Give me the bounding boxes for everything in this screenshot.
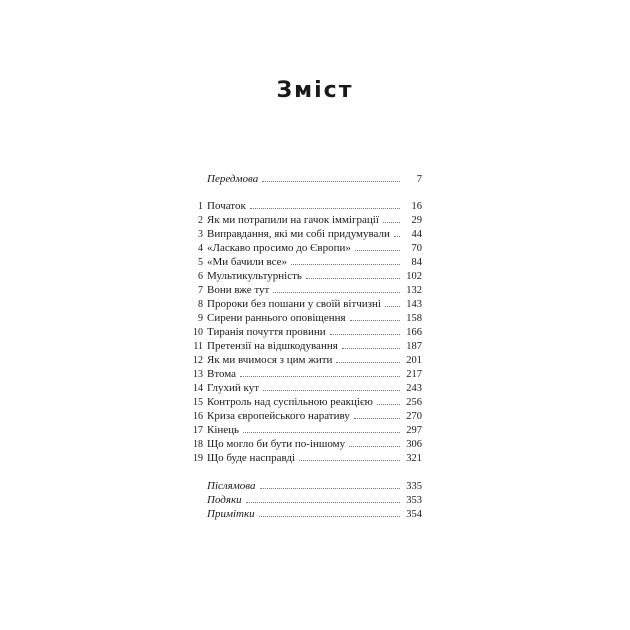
toc-afterword[interactable] xyxy=(170,479,422,493)
toc-chapter-2[interactable] xyxy=(170,213,422,227)
toc-leader xyxy=(394,227,400,237)
toc-label: Як ми потрапили на гачок імміграції xyxy=(207,214,379,226)
toc-chapter-18[interactable] xyxy=(170,437,422,451)
toc-page: 353 xyxy=(406,495,422,506)
toc-leader xyxy=(273,283,400,293)
toc-number: 12 xyxy=(193,355,203,366)
toc-label: Що буде насправді xyxy=(207,452,296,464)
toc-leader xyxy=(355,241,400,251)
toc-label: Сирени раннього оповіщення xyxy=(207,312,346,324)
toc-leader xyxy=(349,437,400,447)
toc-page: 16 xyxy=(411,201,422,212)
toc-chapter-3[interactable] xyxy=(170,227,422,241)
toc-chapter-19[interactable] xyxy=(170,451,422,465)
toc-leader xyxy=(291,255,400,265)
toc-number: 1 xyxy=(198,201,203,212)
toc-number: 10 xyxy=(193,327,203,338)
toc-number: 2 xyxy=(198,215,203,226)
toc-leader xyxy=(243,423,400,433)
toc-number: 18 xyxy=(193,439,203,450)
toc-leader xyxy=(354,409,400,419)
toc-page: 29 xyxy=(411,215,422,226)
toc-chapter-11[interactable] xyxy=(170,339,422,353)
toc-acknowledgements[interactable] xyxy=(170,493,422,507)
toc-label: «Ми бачили все» xyxy=(207,256,288,268)
toc-label: «Ласкаво просимо до Європи» xyxy=(207,242,351,254)
toc-number: 7 xyxy=(198,285,203,296)
toc-chapter-13[interactable] xyxy=(170,367,422,381)
toc-leader xyxy=(240,367,400,377)
toc-label: Післямова xyxy=(207,480,256,492)
toc-leader xyxy=(299,451,400,461)
toc-number: 14 xyxy=(193,383,203,394)
toc-number: 3 xyxy=(198,229,203,240)
toc-page: 158 xyxy=(406,313,422,324)
toc-chapter-14[interactable] xyxy=(170,381,422,395)
toc-page: 335 xyxy=(406,481,422,492)
toc-chapter-9[interactable] xyxy=(170,311,422,325)
toc-page: 84 xyxy=(411,257,422,268)
toc-label: Початок xyxy=(207,200,246,212)
toc-page: 132 xyxy=(406,285,422,296)
toc-chapter-10[interactable] xyxy=(170,325,422,339)
toc-page: 166 xyxy=(406,327,422,338)
toc-page: 102 xyxy=(406,271,422,282)
toc-page: 243 xyxy=(406,383,422,394)
toc-label: Вони вже тут xyxy=(207,284,270,296)
toc-chapter-4[interactable] xyxy=(170,241,422,255)
toc-label: Подяки xyxy=(207,494,242,506)
page-title: Зміст xyxy=(276,78,354,103)
toc-leader xyxy=(383,213,400,223)
toc-label: Пророки без пошани у своїй вітчизні xyxy=(207,298,381,310)
toc-preface[interactable] xyxy=(170,172,422,186)
toc-leader xyxy=(260,479,400,489)
toc-page: 70 xyxy=(411,243,422,254)
toc-label: Контроль над суспільною реакцією xyxy=(207,396,373,408)
toc-leader xyxy=(385,297,400,307)
toc-leader xyxy=(259,507,400,517)
toc-leader xyxy=(342,339,400,349)
toc-number: 9 xyxy=(198,313,203,324)
toc-chapter-12[interactable] xyxy=(170,353,422,367)
toc-label: Втома xyxy=(207,368,237,380)
toc-label: Мультикультурність xyxy=(207,270,302,282)
toc-label: Як ми вчимося з цим жити xyxy=(207,354,333,366)
toc-label: Криза європейського наративу xyxy=(207,410,350,422)
toc-page: 297 xyxy=(406,425,422,436)
toc-number: 11 xyxy=(193,341,203,352)
toc-leader xyxy=(330,325,400,335)
toc-number: 15 xyxy=(193,397,203,408)
toc-page: 354 xyxy=(406,509,422,520)
toc-label: Передмова xyxy=(207,173,259,185)
toc-chapter-16[interactable] xyxy=(170,409,422,423)
toc-number: 5 xyxy=(198,257,203,268)
toc-chapter-5[interactable] xyxy=(170,255,422,269)
toc-number: 17 xyxy=(193,425,203,436)
toc-page: 44 xyxy=(411,229,422,240)
toc-leader xyxy=(262,172,400,182)
toc-leader xyxy=(377,395,400,405)
toc-leader xyxy=(263,381,400,391)
toc-page: 187 xyxy=(406,341,422,352)
toc-chapter-1[interactable] xyxy=(170,199,422,213)
toc-page: 270 xyxy=(406,411,422,422)
toc-notes[interactable] xyxy=(170,507,422,521)
toc-label: Глухий кут xyxy=(207,382,260,394)
toc-label: Примітки xyxy=(207,508,255,520)
toc-number: 8 xyxy=(198,299,203,310)
toc-number: 4 xyxy=(198,243,203,254)
toc-label: Виправдання, які ми собі придумували xyxy=(207,228,390,240)
toc-label: Претензії на відшкодування xyxy=(207,340,338,352)
toc-page: 201 xyxy=(406,355,422,366)
toc-chapter-15[interactable] xyxy=(170,395,422,409)
toc-label: Кінець xyxy=(207,424,240,436)
toc-page: 143 xyxy=(406,299,422,310)
toc-label: Тиранія почуття провини xyxy=(207,326,326,338)
toc-leader xyxy=(246,493,400,503)
toc-page: 306 xyxy=(406,439,422,450)
toc-label: Що могло би бути по-іншому xyxy=(207,438,346,450)
toc-chapter-6[interactable] xyxy=(170,269,422,283)
toc-page: 256 xyxy=(406,397,422,408)
toc-page: 217 xyxy=(406,369,422,380)
toc-chapter-7[interactable] xyxy=(170,283,422,297)
toc-leader xyxy=(250,199,400,209)
toc-leader xyxy=(306,269,400,279)
toc-number: 6 xyxy=(198,271,203,282)
toc-leader xyxy=(336,353,400,363)
toc-number: 13 xyxy=(193,369,203,380)
toc-number: 16 xyxy=(193,411,203,422)
toc-page: 7 xyxy=(416,174,422,185)
toc-page: 321 xyxy=(406,453,422,464)
toc-leader xyxy=(350,311,400,321)
toc-number: 19 xyxy=(193,453,203,464)
toc-chapter-8[interactable] xyxy=(170,297,422,311)
toc-chapter-17[interactable] xyxy=(170,423,422,437)
